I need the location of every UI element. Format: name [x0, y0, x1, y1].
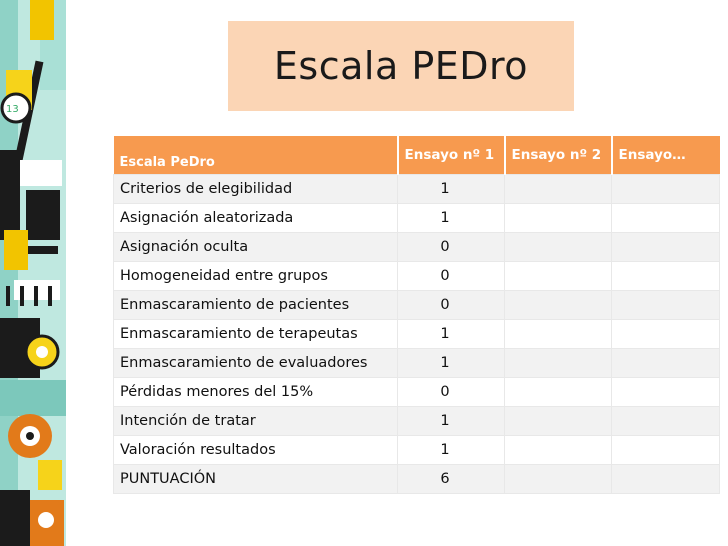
svg-text:13: 13 — [6, 104, 19, 115]
header-trial-more: Ensayo… — [612, 136, 720, 175]
trial-1-score: 0 — [398, 291, 505, 320]
trial-2-score — [505, 349, 612, 378]
trial-2-score — [505, 320, 612, 349]
criterion-cell: Pérdidas menores del 15% — [114, 378, 398, 407]
criterion-cell: Enmascaramiento de evaluadores — [114, 349, 398, 378]
trial-1-score: 0 — [398, 233, 505, 262]
table-row — [114, 291, 720, 320]
trial-more-score — [612, 320, 720, 349]
trial-more-score — [612, 262, 720, 291]
criterion-cell: Homogeneidad entre grupos — [114, 262, 398, 291]
total-label-cell: PUNTUACIÓN — [114, 465, 398, 494]
slide-title: Escala PEDro — [273, 44, 529, 88]
criterion-cell: Enmascaramiento de terapeutas — [114, 320, 398, 349]
table-row — [114, 204, 720, 233]
trial-more-score — [612, 407, 720, 436]
trial-1-score: 0 — [398, 378, 505, 407]
science-collage-decoration-icon — [0, 0, 68, 546]
table-row — [114, 407, 720, 436]
criterion-cell: Intención de tratar — [114, 407, 398, 436]
trial-more-total — [612, 465, 720, 494]
header-criterion: Escala PeDro — [114, 136, 398, 175]
criterion-cell: Asignación aleatorizada — [114, 204, 398, 233]
table-row — [114, 320, 720, 349]
table-row — [114, 233, 720, 262]
table-row — [114, 378, 720, 407]
table-row — [114, 175, 720, 204]
pedro-score-table — [113, 136, 720, 494]
trial-1-score: 1 — [398, 175, 505, 204]
trial-1-total: 6 — [398, 465, 505, 494]
trial-2-score — [505, 175, 612, 204]
trial-more-score — [612, 291, 720, 320]
table-row — [114, 349, 720, 378]
trial-more-score — [612, 175, 720, 204]
trial-more-score — [612, 233, 720, 262]
trial-1-score: 1 — [398, 320, 505, 349]
table-row-total — [114, 465, 720, 494]
trial-2-score — [505, 291, 612, 320]
trial-1-score: 0 — [398, 262, 505, 291]
criterion-cell: Enmascaramiento de pacientes — [114, 291, 398, 320]
trial-2-score — [505, 262, 612, 291]
trial-1-score: 1 — [398, 407, 505, 436]
trial-2-total — [505, 465, 612, 494]
criterion-cell: Valoración resultados — [114, 436, 398, 465]
trial-2-score — [505, 407, 612, 436]
trial-2-score — [505, 204, 612, 233]
trial-1-score: 1 — [398, 204, 505, 233]
trial-2-score — [505, 233, 612, 262]
trial-more-score — [612, 349, 720, 378]
trial-2-score — [505, 436, 612, 465]
table-header-row — [114, 136, 720, 175]
title-box — [228, 21, 574, 111]
trial-1-score: 1 — [398, 436, 505, 465]
header-trial-2: Ensayo nº 2 — [505, 136, 612, 175]
trial-more-score — [612, 378, 720, 407]
table-row — [114, 262, 720, 291]
criterion-cell: Asignación oculta — [114, 233, 398, 262]
trial-more-score — [612, 436, 720, 465]
trial-more-score — [612, 204, 720, 233]
trial-2-score — [505, 378, 612, 407]
trial-1-score: 1 — [398, 349, 505, 378]
criterion-cell: Criterios de elegibilidad — [114, 175, 398, 204]
header-trial-1: Ensayo nº 1 — [398, 136, 505, 175]
table-row — [114, 436, 720, 465]
